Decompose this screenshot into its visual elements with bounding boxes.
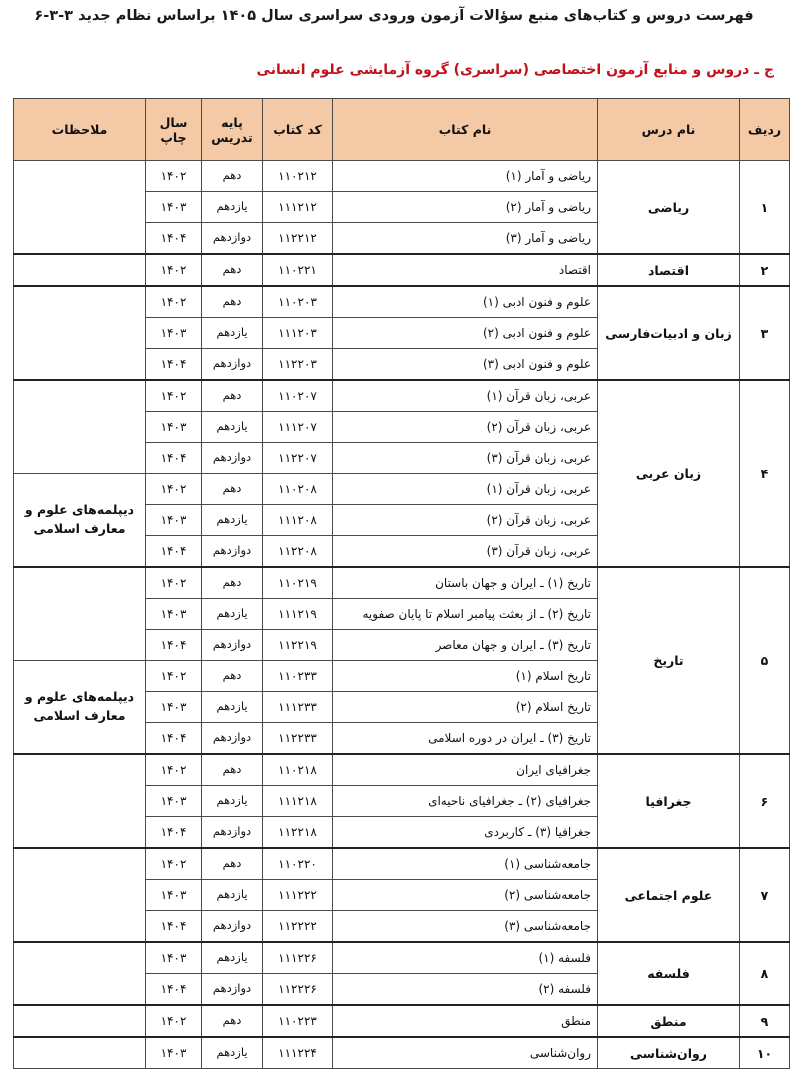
book-grade: دوازدهم — [202, 223, 263, 255]
book-code: ۱۱۱۲۱۹ — [263, 599, 333, 630]
book-title: ریاضی و آمار (۲) — [333, 192, 598, 223]
table-row — [14, 254, 790, 286]
book-grade: یازدهم — [202, 505, 263, 536]
subject-name: ریاضی — [598, 161, 740, 255]
book-grade: یازدهم — [202, 1037, 263, 1069]
book-grade: دهم — [202, 661, 263, 692]
book-title: فلسفه (۱) — [333, 942, 598, 974]
book-code: ۱۱۰۲۲۰ — [263, 848, 333, 880]
row-number: ۳ — [740, 286, 790, 380]
print-year: ۱۴۰۴ — [146, 536, 202, 568]
book-title: ریاضی و آمار (۳) — [333, 223, 598, 255]
book-code: ۱۱۲۲۰۳ — [263, 349, 333, 381]
book-title: عربی، زبان قرآن (۱) — [333, 474, 598, 505]
table-header-row — [14, 99, 790, 161]
book-code: ۱۱۱۲۰۸ — [263, 505, 333, 536]
book-code: ۱۱۱۲۲۶ — [263, 942, 333, 974]
print-year: ۱۴۰۳ — [146, 1037, 202, 1069]
print-year: ۱۴۰۲ — [146, 254, 202, 286]
row-number: ۷ — [740, 848, 790, 942]
book-title: منطق — [333, 1005, 598, 1037]
book-grade: دهم — [202, 161, 263, 192]
book-grade: دوازدهم — [202, 911, 263, 943]
print-year: ۱۴۰۲ — [146, 754, 202, 786]
book-grade: دوازدهم — [202, 817, 263, 849]
print-year: ۱۴۰۲ — [146, 848, 202, 880]
book-title: تاریخ (۱) ـ ایران و جهان باستان — [333, 567, 598, 599]
book-title: تاریخ (۲) ـ از بعثت پیامبر اسلام تا پایان صفویه — [333, 599, 598, 630]
print-year: ۱۴۰۲ — [146, 567, 202, 599]
book-title: عربی، زبان قرآن (۳) — [333, 443, 598, 474]
print-year: ۱۴۰۴ — [146, 349, 202, 381]
notes-cell: دیپلمه‌های علوم و معارف اسلامی — [14, 474, 146, 568]
book-title: تاریخ اسلام (۱) — [333, 661, 598, 692]
notes-cell — [14, 567, 146, 661]
print-year: ۱۴۰۳ — [146, 505, 202, 536]
subject-name: جغرافیا — [598, 754, 740, 848]
table-row — [14, 567, 790, 599]
notes-cell — [14, 380, 146, 474]
notes-cell — [14, 1037, 146, 1069]
book-grade: دوازدهم — [202, 630, 263, 661]
book-title: عربی، زبان قرآن (۲) — [333, 412, 598, 443]
book-grade: یازدهم — [202, 880, 263, 911]
row-number: ۸ — [740, 942, 790, 1005]
book-code: ۱۱۲۲۰۸ — [263, 536, 333, 568]
book-grade: دهم — [202, 380, 263, 412]
row-number: ۲ — [740, 254, 790, 286]
book-code: ۱۱۱۲۱۲ — [263, 192, 333, 223]
subject-name: روان‌شناسی — [598, 1037, 740, 1069]
book-grade: دوازدهم — [202, 974, 263, 1006]
table-row — [14, 848, 790, 880]
book-code: ۱۱۰۲۳۳ — [263, 661, 333, 692]
row-number: ۱۰ — [740, 1037, 790, 1069]
row-number: ۵ — [740, 567, 790, 754]
book-code: ۱۱۱۲۱۸ — [263, 786, 333, 817]
subject-name: فلسفه — [598, 942, 740, 1005]
header-print-year: سال چاپ — [146, 99, 202, 161]
book-code: ۱۱۲۲۱۹ — [263, 630, 333, 661]
book-grade: دهم — [202, 254, 263, 286]
print-year: ۱۴۰۳ — [146, 880, 202, 911]
book-title: جامعه‌شناسی (۲) — [333, 880, 598, 911]
print-year: ۱۴۰۳ — [146, 318, 202, 349]
book-title: علوم و فنون ادبی (۲) — [333, 318, 598, 349]
print-year: ۱۴۰۳ — [146, 942, 202, 974]
book-code: ۱۱۰۲۰۳ — [263, 286, 333, 318]
row-number: ۱ — [740, 161, 790, 255]
book-title: عربی، زبان قرآن (۲) — [333, 505, 598, 536]
book-title: روان‌شناسی — [333, 1037, 598, 1069]
book-code: ۱۱۲۲۲۶ — [263, 974, 333, 1006]
book-code: ۱۱۲۲۲۲ — [263, 911, 333, 943]
row-number: ۹ — [740, 1005, 790, 1037]
subject-name: علوم اجتماعی — [598, 848, 740, 942]
print-year: ۱۴۰۲ — [146, 661, 202, 692]
print-year: ۱۴۰۳ — [146, 599, 202, 630]
print-year: ۱۴۰۴ — [146, 443, 202, 474]
book-grade: دهم — [202, 848, 263, 880]
book-code: ۱۱۰۲۰۷ — [263, 380, 333, 412]
book-code: ۱۱۱۲۲۲ — [263, 880, 333, 911]
book-title: جامعه‌شناسی (۱) — [333, 848, 598, 880]
table-row — [14, 161, 790, 192]
print-year: ۱۴۰۳ — [146, 786, 202, 817]
section-subtitle: ج ـ دروس و منابع آزمون اختصاصی (سراسری) گروه آزمایشی علوم انسانی — [256, 62, 774, 78]
subject-name: زبان عربی — [598, 380, 740, 567]
book-grade: دوازدهم — [202, 349, 263, 381]
book-title: عربی، زبان قرآن (۱) — [333, 380, 598, 412]
row-number: ۶ — [740, 754, 790, 848]
book-grade: یازدهم — [202, 192, 263, 223]
notes-cell: دیپلمه‌های علوم و معارف اسلامی — [14, 661, 146, 755]
book-title: فلسفه (۲) — [333, 974, 598, 1006]
table-row — [14, 286, 790, 318]
book-code: ۱۱۰۲۰۸ — [263, 474, 333, 505]
book-grade: یازدهم — [202, 786, 263, 817]
print-year: ۱۴۰۳ — [146, 192, 202, 223]
book-title: جغرافیای ایران — [333, 754, 598, 786]
book-code: ۱۱۲۲۱۸ — [263, 817, 333, 849]
print-year: ۱۴۰۴ — [146, 974, 202, 1006]
subject-name: منطق — [598, 1005, 740, 1037]
notes-cell — [14, 848, 146, 942]
book-code: ۱۱۰۲۱۹ — [263, 567, 333, 599]
book-grade: دوازدهم — [202, 443, 263, 474]
book-code: ۱۱۲۲۰۷ — [263, 443, 333, 474]
subject-name: تاریخ — [598, 567, 740, 754]
notes-cell — [14, 942, 146, 1005]
header-book-code: کد کتاب — [263, 99, 333, 161]
print-year: ۱۴۰۴ — [146, 223, 202, 255]
header-notes: ملاحظات — [14, 99, 146, 161]
book-grade: یازدهم — [202, 599, 263, 630]
print-year: ۱۴۰۲ — [146, 161, 202, 192]
book-title: علوم و فنون ادبی (۳) — [333, 349, 598, 381]
book-title: تاریخ (۳) ـ ایران و جهان معاصر — [333, 630, 598, 661]
book-grade: دهم — [202, 754, 263, 786]
table-row — [14, 942, 790, 974]
print-year: ۱۴۰۲ — [146, 474, 202, 505]
subject-name: اقتصاد — [598, 254, 740, 286]
header-row-number: ردیف — [740, 99, 790, 161]
book-title: تاریخ اسلام (۲) — [333, 692, 598, 723]
print-year: ۱۴۰۴ — [146, 817, 202, 849]
book-title: اقتصاد — [333, 254, 598, 286]
book-grade: دهم — [202, 474, 263, 505]
row-number: ۴ — [740, 380, 790, 567]
book-title: تاریخ (۳) ـ ایران در دوره اسلامی — [333, 723, 598, 755]
notes-cell — [14, 254, 146, 286]
notes-cell — [14, 754, 146, 848]
book-title: جامعه‌شناسی (۳) — [333, 911, 598, 943]
book-grade: دهم — [202, 567, 263, 599]
print-year: ۱۴۰۴ — [146, 911, 202, 943]
table-body — [14, 161, 790, 1069]
book-code: ۱۱۱۲۲۴ — [263, 1037, 333, 1069]
print-year: ۱۴۰۲ — [146, 380, 202, 412]
notes-cell — [14, 1005, 146, 1037]
book-grade: دوازدهم — [202, 723, 263, 755]
subject-name: زبان و ادبیات‌فارسی — [598, 286, 740, 380]
book-grade: یازدهم — [202, 692, 263, 723]
print-year: ۱۴۰۳ — [146, 692, 202, 723]
book-title: جغرافیای (۲) ـ جغرافیای ناحیه‌ای — [333, 786, 598, 817]
book-title: ریاضی و آمار (۱) — [333, 161, 598, 192]
table-row — [14, 1005, 790, 1037]
book-title: علوم و فنون ادبی (۱) — [333, 286, 598, 318]
book-code: ۱۱۰۲۱۲ — [263, 161, 333, 192]
book-title: جغرافیا (۳) ـ کاربردی — [333, 817, 598, 849]
book-grade: یازدهم — [202, 412, 263, 443]
print-year: ۱۴۰۳ — [146, 412, 202, 443]
book-code: ۱۱۰۲۲۱ — [263, 254, 333, 286]
book-grade: دهم — [202, 1005, 263, 1037]
book-grade: دوازدهم — [202, 536, 263, 568]
book-grade: یازدهم — [202, 942, 263, 974]
book-code: ۱۱۲۲۳۳ — [263, 723, 333, 755]
table-row — [14, 1037, 790, 1069]
notes-cell — [14, 286, 146, 380]
print-year: ۱۴۰۲ — [146, 286, 202, 318]
header-book-name: نام کتاب — [333, 99, 598, 161]
table-row — [14, 754, 790, 786]
book-grade: یازدهم — [202, 318, 263, 349]
print-year: ۱۴۰۲ — [146, 1005, 202, 1037]
page-title: فهرست دروس و کتاب‌های منبع سؤالات آزمون ورودی سراسری سال ۱۴۰۵ براساس نظام جدید ۳-۳-۶ — [34, 8, 754, 24]
header-subject: نام درس — [598, 99, 740, 161]
print-year: ۱۴۰۴ — [146, 630, 202, 661]
book-code: ۱۱۰۲۲۳ — [263, 1005, 333, 1037]
header-grade: پایه تدریس — [202, 99, 263, 161]
print-year: ۱۴۰۴ — [146, 723, 202, 755]
book-title: عربی، زبان قرآن (۳) — [333, 536, 598, 568]
books-table — [13, 98, 790, 1069]
book-code: ۱۱۱۲۰۳ — [263, 318, 333, 349]
book-code: ۱۱۰۲۱۸ — [263, 754, 333, 786]
notes-cell — [14, 161, 146, 255]
book-code: ۱۱۱۲۳۳ — [263, 692, 333, 723]
book-grade: دهم — [202, 286, 263, 318]
book-code: ۱۱۲۲۱۲ — [263, 223, 333, 255]
book-code: ۱۱۱۲۰۷ — [263, 412, 333, 443]
table-row — [14, 380, 790, 412]
